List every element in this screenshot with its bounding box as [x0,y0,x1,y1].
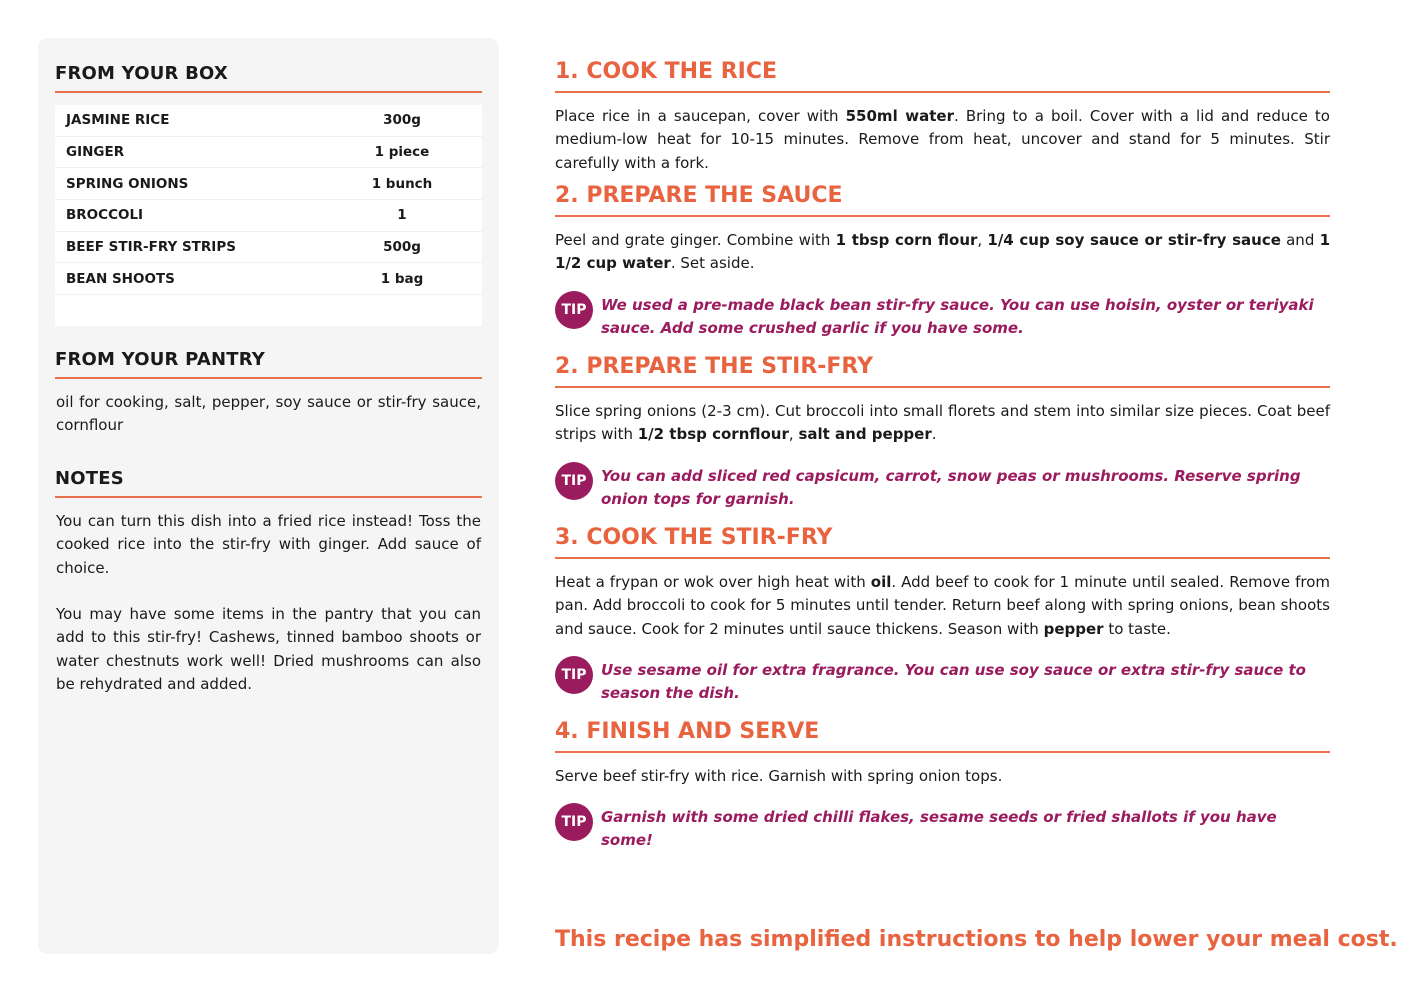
tip-text: Use sesame oil for extra fragrance. You can use soy sauce or extra stir-fry sauce to season the dish. [601,661,1306,703]
ingredient-row [55,168,482,200]
from-your-box-heading: FROM YOUR BOX [55,63,482,93]
ingredients-panel [38,38,499,954]
notes-heading: NOTES [55,468,482,498]
ingredient-qty: 500g [383,239,421,256]
ingredient-qty: 1 piece [374,144,430,161]
pantry-items-text: oil for cooking, salt, pepper, soy sauce or stir-fry sauce, cornflour [56,393,481,435]
ingredient-name: JASMINE RICE [66,112,170,129]
tip-text: You can add sliced red capsicum, carrot, snow peas or mushrooms. Reserve spring onion tops for garnish. [601,467,1301,509]
notes-paragraph: You may have some items in the pantry that you can add to this stir-fry! Cashews, tinned bamboo shoots or water chestnuts work well! Dried mushrooms can also be rehydrated and added. [56,605,481,694]
tip-badge: TIP [555,803,593,841]
ingredient-row [55,200,482,232]
from-your-pantry-heading: FROM YOUR PANTRY [55,349,482,379]
ingredient-row [55,232,482,264]
step-2-heading: 2. PREPARE THE SAUCE [555,183,1330,217]
step-1-heading: 1. COOK THE RICE [555,59,1330,93]
step-3-text: Slice spring onions (2-3 cm). Cut broccoli into small florets and stem into similar size pieces. Coat beef strips with 1/2 tbsp cornflour, salt and pepper. [555,402,1330,444]
tip-text: Garnish with some dried chilli flakes, sesame seeds or fried shallots if you have some! [601,808,1277,850]
step-2-text: Peel and grate ginger. Combine with 1 tbsp corn flour, 1/4 cup soy sauce or stir-fry sauce and 1 1/2 cup water. Set aside. [555,231,1330,273]
ingredient-name: GINGER [66,144,125,161]
ingredient-row [55,263,482,295]
step-4-text: Heat a frypan or wok over high heat with oil. Add beef to cook for 1 minute until sealed. Remove from pan. Add broccoli to cook for 5 minutes until tender. Return beef along with spring onions, bean shoots and sauce. Cook for 2 minutes until sauce thickens. Season with pepper to taste. [555,573,1330,638]
simplified-instructions-note: This recipe has simplified instructions to help lower your meal cost. [555,927,1398,952]
ingredient-qty: 1 bag [380,270,424,287]
ingredient-name: BEAN SHOOTS [66,270,175,287]
ingredient-row [55,137,482,169]
notes-paragraph: You can turn this dish into a fried rice instead! Toss the cooked rice into the stir-fry with ginger. Add sauce of choice. [56,512,481,577]
tip-badge: TIP [555,291,593,329]
ingredient-qty: 1 [397,207,407,224]
ingredient-qty: 300g [383,112,421,129]
ingredient-name: SPRING ONIONS [66,175,189,192]
notes-body [56,510,481,696]
step-5-heading: 4. FINISH AND SERVE [555,719,1330,753]
step-3-heading: 2. PREPARE THE STIR-FRY [555,354,1330,388]
step-4-heading: 3. COOK THE STIR-FRY [555,525,1330,559]
tip-text: We used a pre-made black bean stir-fry sauce. You can use hoisin, oyster or teriyaki sauce. Add some crushed garlic if you have some. [601,296,1314,338]
ingredient-name: BEEF STIR-FRY STRIPS [66,239,236,256]
tip-badge: TIP [555,656,593,694]
box-ingredients-table [55,105,482,326]
step-5-text: Serve beef stir-fry with rice. Garnish with spring onion tops. [555,767,1003,785]
ingredient-name: BROCCOLI [66,207,144,224]
ingredient-row [55,105,482,137]
tip-badge: TIP [555,462,593,500]
ingredient-qty: 1 bunch [371,175,433,192]
step-1-text: Place rice in a saucepan, cover with 550ml water. Bring to a boil. Cover with a lid and reduce to medium-low heat for 10-15 minutes. Remove from heat, uncover and stand for 5 minutes. Stir carefully with a fork. [555,107,1330,172]
